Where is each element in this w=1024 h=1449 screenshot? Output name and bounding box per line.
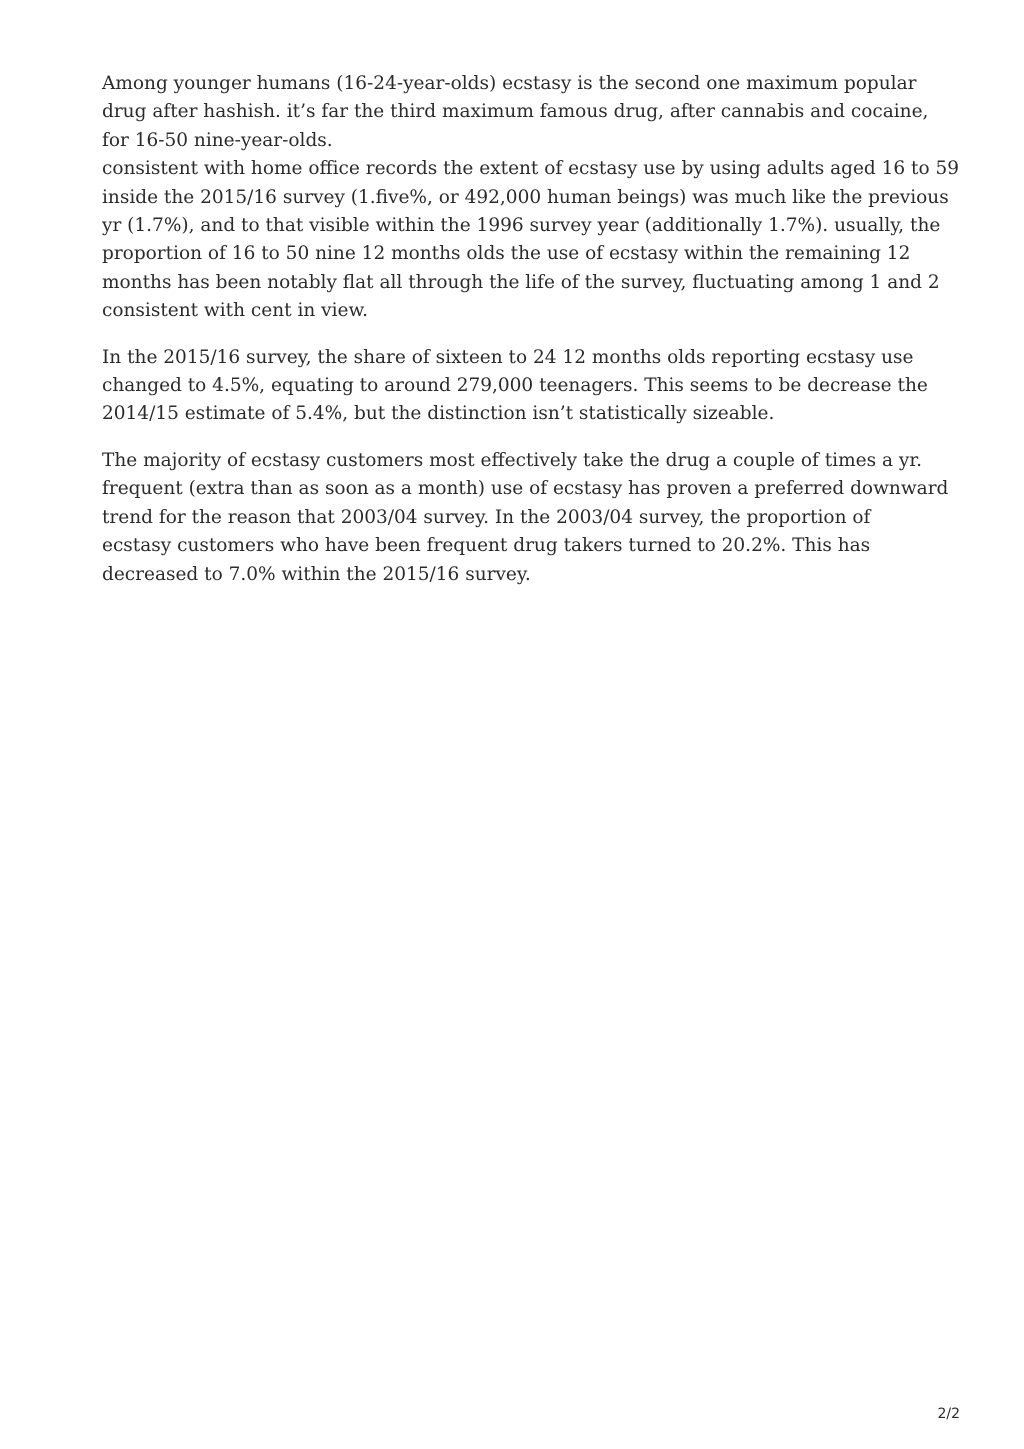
text-line: 2014/15 estimate of 5.4%, but the distinction isn’t statistically sizeable. bbox=[102, 403, 775, 425]
paragraph-young-users-survey bbox=[102, 344, 932, 429]
text-line: Among younger humans (16-24-year-olds) ecstasy is the second one maximum popular bbox=[102, 73, 917, 94]
paragraph-ecstasy-popularity bbox=[102, 70, 960, 326]
text-line: proportion of 16 to 50 nine 12 months olds the use of ecstasy within the remaining 12 bbox=[102, 243, 911, 265]
text-line: inside the 2015/16 survey (1.five%, or 492,000 human beings) was much like the previous bbox=[102, 186, 949, 208]
text-line: consistent with cent in view. bbox=[102, 300, 369, 322]
text-line: for 16-50 nine-year-olds. bbox=[102, 129, 333, 151]
text-line: frequent (extra than as soon as a month) use of ecstasy has proven a preferred downward bbox=[102, 478, 949, 500]
text-line: decreased to 7.0% within the 2015/16 survey. bbox=[102, 563, 531, 585]
page-number: 2/2 bbox=[937, 1406, 960, 1422]
paragraph-frequent-use-trend bbox=[102, 447, 949, 589]
text-line: drug after hashish. it’s far the third maximum famous drug, after cannabis and cocaine, bbox=[102, 101, 929, 123]
text-line: consistent with home office records the extent of ecstasy use by using adults aged 16 to 59 bbox=[102, 158, 960, 180]
text-line: In the 2015/16 survey, the share of sixteen to 24 12 months olds reporting ecstasy use bbox=[102, 346, 914, 368]
text-line: changed to 4.5%, equating to around 279,000 teenagers. This seems to be decrease the bbox=[102, 375, 928, 397]
text-line: ecstasy customers who have been frequent drug takers turned to 20.2%. This has bbox=[102, 535, 871, 557]
text-line: The majority of ecstasy customers most effectively take the drug a couple of times a yr. bbox=[102, 449, 923, 471]
text-line: months has been notably flat all through the life of the survey, fluctuating among 1 and 2 bbox=[102, 271, 940, 293]
text-line: yr (1.7%), and to that visible within the 1996 survey year (additionally 1.7%). usually, the bbox=[102, 215, 941, 237]
document-body bbox=[102, 70, 960, 607]
text-line: trend for the reason that 2003/04 survey. In the 2003/04 survey, the proportion of bbox=[102, 506, 871, 528]
